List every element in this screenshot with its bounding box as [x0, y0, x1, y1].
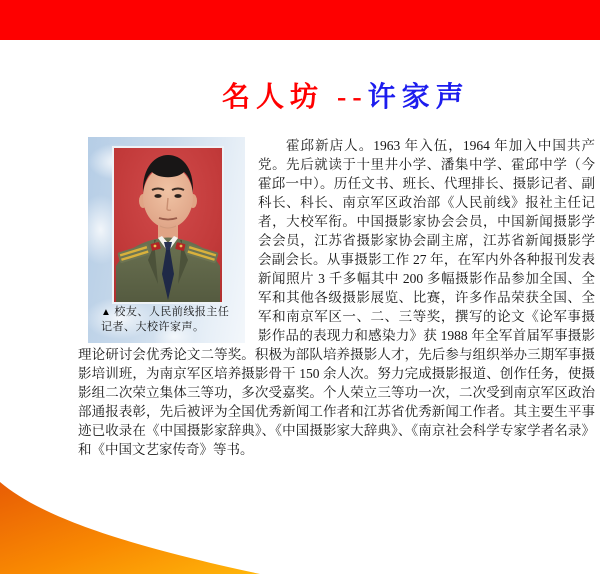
triangle-marker-icon: ▲ [101, 307, 112, 318]
orange-swoosh-decoration [0, 482, 260, 574]
page-title [222, 82, 470, 114]
photo-caption-line1: 校友、人民前线报主任 [114, 306, 230, 318]
top-banner [0, 0, 600, 40]
page-title-blue-part: 许家声 [367, 82, 470, 113]
photo-float-spacer [78, 136, 258, 342]
photo-caption-line2: 记者、大校许家声。 [101, 321, 205, 333]
biography-text: 霍邱新店人。1963 年入伍，1964 年加入中国共产党。先后就读于十里井小学、潘集中学、霍邱中学（今霍邱一中）。历任文书、班长、代理排长、摄影记者、副科长、科长、南京军区政治部《人民前线》报社主任记者，大校军衔。中国摄影家协会会员，中国新闻摄影学会会员，江苏省摄影家协会副主席，江苏省新闻摄影学会副会长。从事摄影工作 27 年，在军内外各种报刊发表新闻照片 3 千多幅其中 200 多幅摄影作品参加全国、全军和其他各级摄影展览、比赛，许多作品荣获全国、全军和南京军区一、二、三等奖，撰写的论文《论军事摄影作品的表现力和感染力》获 1988 年全军首届军事摄影理论研讨会优秀论文二等奖。积极为部队培养摄影人才，先后参与组织举办三期军事摄影培训班，为南京军区培养摄影骨干 150 余人次。努力完成摄影报道、创作任务，使摄影组二次荣立集体三等功，多次受嘉奖。个人荣立三等功一次，二次受到南京军区政治部通报表彰，先后被评为全国优秀新闻工作者和江苏省优秀新闻工作者。其主要生平事迹已收录在《中国摄影家辞典》、《中国摄影家大辞典》、《南京社会科学专家学者名录》和《中国文艺家传奇》等书。 [78, 138, 595, 457]
biography-section [78, 136, 595, 459]
page-title-red-part: 名人坊 -- [222, 82, 368, 113]
